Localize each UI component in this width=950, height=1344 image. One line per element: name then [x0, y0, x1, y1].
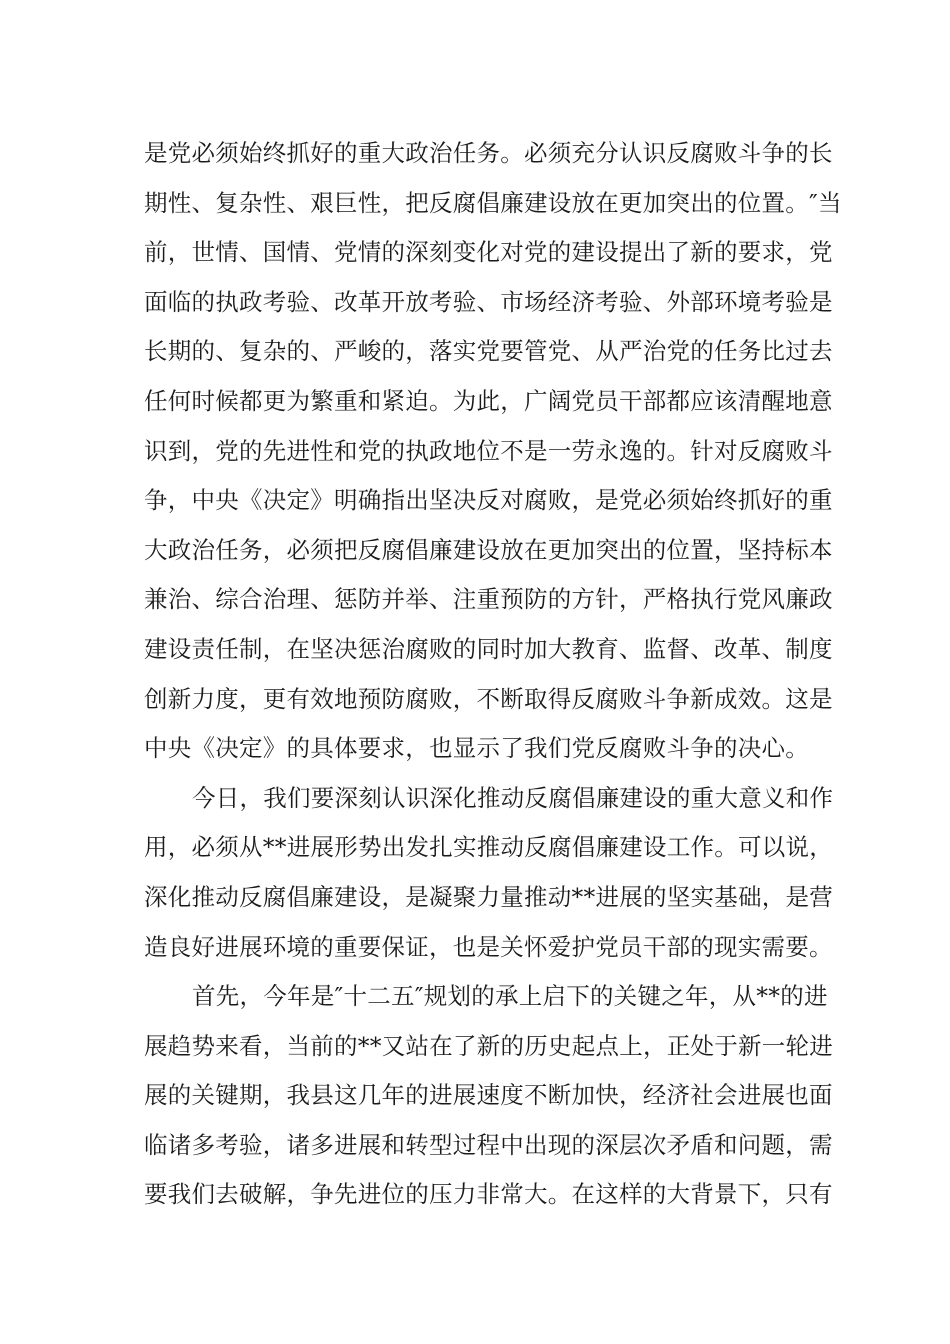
text-line: 兼治、综合治理、惩防并举、注重预防的方针，严格执行党风廉政 [144, 585, 833, 614]
text-line: 建设责任制，在坚决惩治腐败的同时加大教育、监督、改革、制度 [144, 634, 833, 663]
text-line: 展的关键期，我县这几年的进展速度不断加快，经济社会进展也面 [144, 1081, 833, 1110]
text-line: 用，必须从**进展形势出发扎实推动反腐倡廉建设工作。可以说， [144, 833, 833, 862]
text-line: 争，中央《决定》明确指出坚决反对腐败，是党必须始终抓好的重 [144, 486, 833, 515]
text-line: 中央《决定》的具体要求，也显示了我们党反腐败斗争的决心。 [144, 734, 809, 763]
text-line: 期性、复杂性、艰巨性，把反腐倡廉建设放在更加突出的位置。″当 [144, 188, 842, 217]
text-line: 首先，今年是″十二五″规划的承上启下的关键之年，从**的进 [192, 982, 828, 1011]
text-line: 面临的执政考验、改革开放考验、市场经济考验、外部环境考验是 [144, 287, 833, 316]
body-text [144, 129, 842, 1220]
text-line: 展趋势来看，当前的**又站在了新的历史起点上，正处于新一轮进 [144, 1031, 833, 1060]
text-line: 是党必须始终抓好的重大政治任务。必须充分认识反腐败斗争的长 [144, 139, 833, 167]
text-line: 识到，党的先进性和党的执政地位不是一劳永逸的。针对反腐败斗 [144, 436, 833, 465]
text-line: 大政治任务，必须把反腐倡廉建设放在更加突出的位置，坚持标本 [144, 535, 833, 564]
text-line: 长期的、复杂的、严峻的，落实党要管党、从严治党的任务比过去 [144, 337, 833, 366]
text-line: 深化推动反腐倡廉建设，是凝聚力量推动**进展的坚实基础，是营 [144, 882, 833, 911]
text-line: 造良好进展环境的重要保证，也是关怀爱护党员干部的现实需要。 [144, 932, 833, 961]
text-line: 临诸多考验，诸多进展和转型过程中出现的深层次矛盾和问题，需 [144, 1130, 833, 1159]
text-line: 创新力度，更有效地预防腐败，不断取得反腐败斗争新成效。这是 [144, 684, 833, 713]
text-line: 任何时候都更为繁重和紧迫。为此，广阔党员干部都应该清醒地意 [144, 386, 833, 415]
text-line: 前，世情、国情、党情的深刻变化对党的建设提出了新的要求，党 [144, 238, 833, 267]
text-line: 今日，我们要深刻认识深化推动反腐倡廉建设的重大意义和作 [192, 783, 834, 812]
text-line: 要我们去破解，争先进位的压力非常大。在这样的大背景下，只有 [144, 1180, 833, 1209]
